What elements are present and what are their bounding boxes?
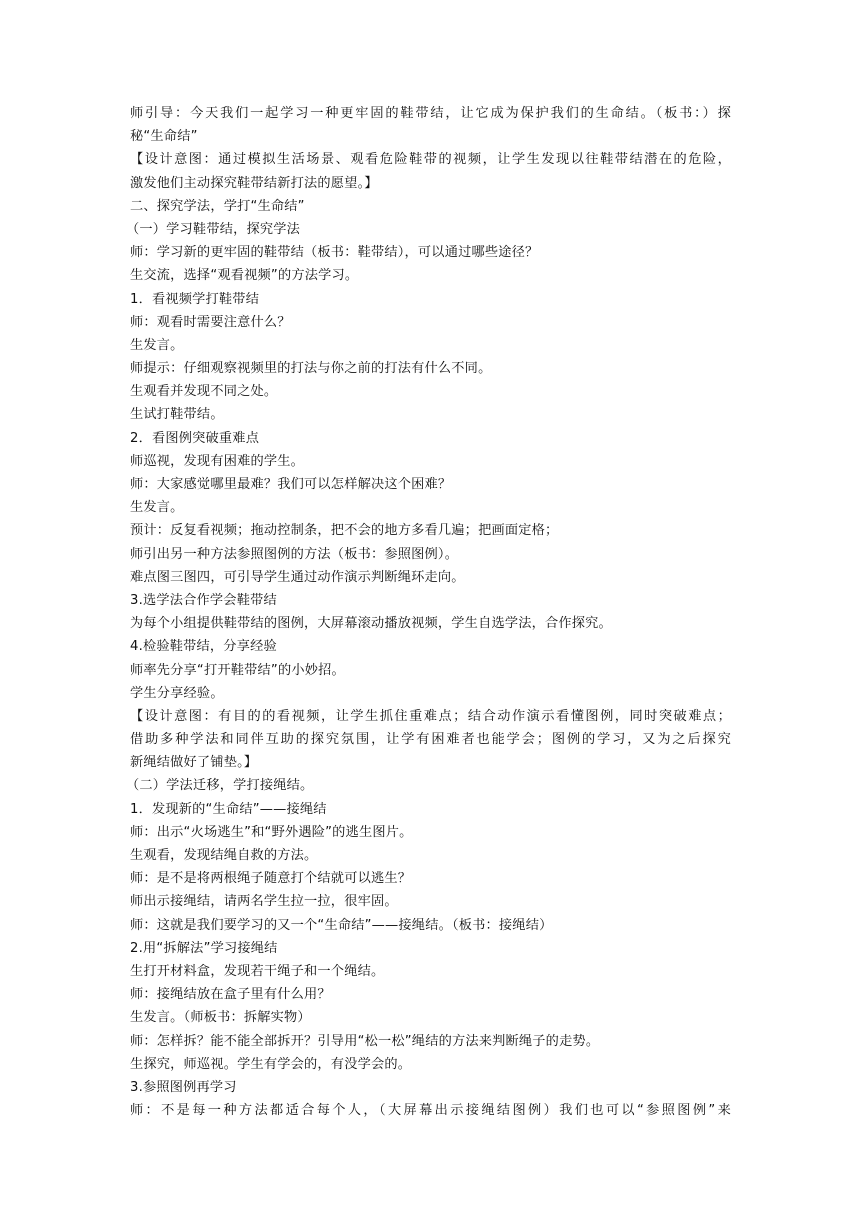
text-line: 生发言。（师板书：拆解实物） [130, 1010, 311, 1026]
text-line: 难点图三图四，可引导学生通过动作演示判断绳环走向。 [130, 569, 465, 585]
text-line: 师：出示“火场逃生”和“野外遇险”的逃生图片。 [130, 824, 413, 840]
text-line: 师：怎样拆？能不能全部拆开？引导用“松一松”绳结的方法来判断绳子的走势。 [130, 1033, 600, 1049]
text-line: 师：这就是我们要学习的又一个“生命结”——接绳结。（板书：接绳结） [130, 917, 553, 933]
text-line: 生打开材料盒，发现若干绳子和一个绳结。 [130, 963, 385, 979]
text-line: 师率先分享“打开鞋带结”的小妙招。 [130, 662, 345, 678]
text-line: 师：是不是将两根绳子随意打个结就可以逃生？ [130, 871, 412, 887]
text-line: 3.选学法合作学会鞋带结 [130, 592, 277, 608]
text-line: 3.参照图例再学习 [130, 1079, 237, 1095]
text-line: 4.检验鞋带结，分享经验 [130, 639, 277, 655]
text-line: 2.用“拆解法”学习接绳结 [130, 940, 278, 956]
text-line: 为每个小组提供鞋带结的图例，大屏幕滚动播放视频，学生自选学法，合作探究。 [130, 616, 612, 632]
text-line: 师：观看时需要注意什么？ [130, 314, 291, 330]
text-line: 激发他们主动探究鞋带结新打法的愿望。】 [130, 175, 378, 191]
text-line: 生观看，发现结绳自救的方法。 [130, 848, 318, 863]
text-line: 秘“生命结” [130, 129, 198, 145]
text-line: 2．看图例突破重难点 [130, 430, 260, 446]
text-line: 预计：反复看视频；拖动控制条，把不会的地方多看几遍；把画面定格； [130, 523, 559, 539]
text-line: 师巡视，发现有困难的学生。 [130, 453, 305, 469]
text-line: （一）学习鞋带结，探究学法 [126, 221, 301, 237]
text-line: 【设计意图：有目的的看视频，让学生抓住重难点；结合动作演示看懂图例，同时突破难点； [130, 708, 731, 724]
text-line: 生试打鞋带结。 [130, 407, 224, 423]
document-body [126, 102, 731, 1122]
text-line: 师出示接绳结，请两名学生拉一拉，很牢固。 [130, 894, 398, 910]
text-line: 学生分享经验。 [130, 685, 224, 701]
text-line: 师提示：仔细观察视频里的打法与你之前的打法有什么不同。 [130, 361, 492, 377]
text-line: 借助多种学法和同伴互助的探究氛围，让学有困难者也能学会；图例的学习，又为之后探究 [130, 732, 731, 748]
text-line: 【设计意图：通过模拟生活场景、观看危险鞋带的视频，让学生发现以往鞋带结潜在的危险， [130, 152, 731, 168]
text-line: 生发言。 [130, 500, 184, 516]
text-line: 1．发现新的“生命结”——接绳结 [130, 801, 327, 817]
text-line: 新绳结做好了铺垫。】 [130, 755, 258, 771]
text-line: 生观看并发现不同之处。 [130, 384, 278, 400]
text-line: 生交流，选择“观看视频”的方法学习。 [130, 268, 359, 284]
text-line: 生发言。 [130, 337, 184, 353]
text-line: 师引出另一种方法参照图例的方法（板书：参照图例）。 [130, 546, 459, 562]
text-line: 生探究，师巡视。学生有学会的，有没学会的。 [130, 1056, 412, 1072]
text-line: 师：学习新的更牢固的鞋带结（板书：鞋带结），可以通过哪些途径？ [130, 245, 539, 261]
text-line: （二）学法迁移，学打接绳结。 [126, 778, 314, 794]
text-line: 师：不是每一种方法都适合每个人，（大屏幕出示接绳结图例）我们也可以“参照图例”来 [130, 1103, 731, 1119]
text-line: 师：接绳结放在盒子里有什么用？ [130, 987, 331, 1003]
text-line: 二、探究学法，学打“生命结” [130, 198, 305, 214]
text-line: 1．看视频学打鞋带结 [130, 291, 260, 307]
text-line: 师：大家感觉哪里最难？我们可以怎样解决这个困难？ [130, 477, 452, 492]
text-line: 师引导：今天我们一起学习一种更牢固的鞋带结，让它成为保护我们的生命结。（板书：）探 [130, 106, 731, 121]
